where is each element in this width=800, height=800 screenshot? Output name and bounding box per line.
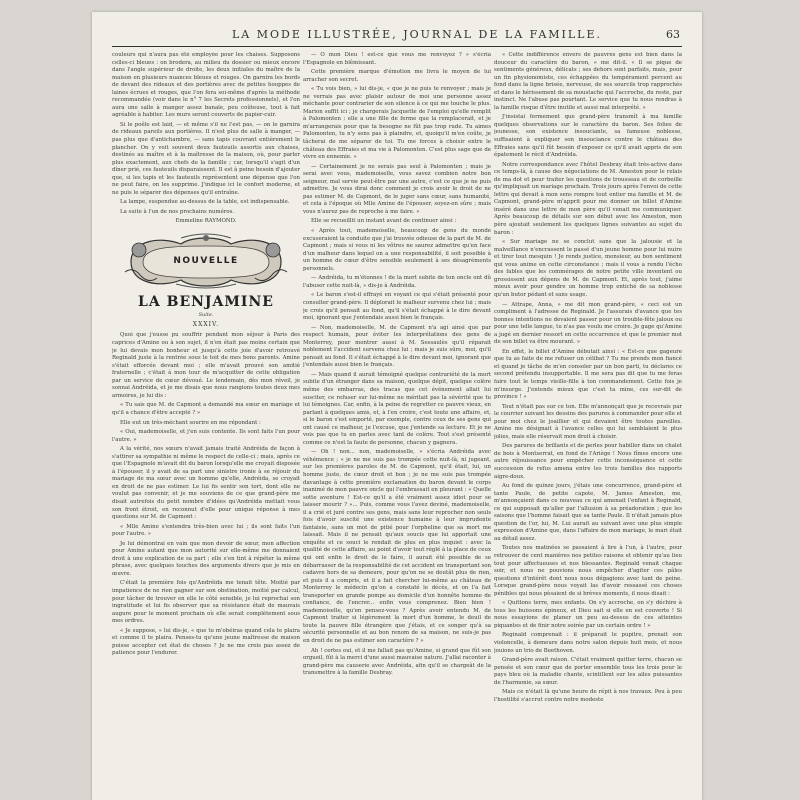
column-2 — [303, 52, 491, 787]
paragraph: « Quittons terre, mes enfants. On s'y accroche, on s'y déchire à tous les buissons épineux, et Dieu sait si elle en est couverte ! Si nous essayions de planer un peu au-dessus de ces atteintes piquantes et de finir notre soirée par un certain ordre ! » — [494, 600, 682, 629]
paragraph: Ah ! certes oui, et il me fallait pas qu'Amine, si grand que fût son orgueil, fût à la merci d'une aussi mauvaise nature. J'allai raconter à grand-père ma causerie avec Andréida, afin qu'il se chargeât de la transmettre à la famille Desbray. — [303, 647, 491, 677]
header-rule — [112, 46, 682, 47]
paragraph: « Le baron s'est-il effrayé en voyant ce qui s'était présenté pour consulter grand-père. Il déplorait le malheur survenu chez lui ; mais je crois qu'il pensait au fond, qu'il s'était échappé à le dire devant moi, ignorant que j'entendais aussi bien le français. — [303, 292, 491, 322]
paragraph: Notre correspondance avec l'hôtel Desbray était très-active dans ce temps-là, à cause des négociations de M. Ameston pour le relais de ma dot et pour traiter les questions de trousseau et de corbeille qu'impliquait un mariage prochain. Trois jours après l'envoi de cette lettre qui devait à mon sens rompre tout entier ma famille et M. de Capmont, grand-père m'apprit pour me donner un billet d'Amine inséré dans une lettre de mon père qu'il venait me communiquer. Après beaucoup de détails sur son début avec les Ameston, mon père ajoutait seulement les quelques lignes suivantes au sujet du baron : — [494, 161, 682, 236]
page-number: 63 — [666, 28, 680, 41]
paragraph: — Oh ! non... non, mademoiselle, » s'écria Andréida avec véhémence ; « je ne me suis pas trompée cette nuit-là, ni jugeant, sur les premières paroles de M. de Capmont, qu'il était, lui, un homme juste, de cœur droit et bon ; je ne me suis pas trompée davantage à cette première exclamation du baron devant le corps inanimé de mon pauvre oncle qui l'embrassait en pleurant : « Quelle sotte aventure ! Est-ce qu'il a été vraiment assez idiot pour se laisser mourir ? »... Puis, comme vous l'avez deviné, mademoiselle, il a crié et juré contre ses gens, mais sans leur reprocher non seuls fois d'avoir suscité une existence humaine à leur imprudente fantaisie, sans un mot de pitié pour l'orpheline que sa mort me laissait. Mais il ne pensait qu'aux soucis que lui apportait une enquête et ce souci le rendait de plus en plus inquiet : avec la qualité de cette affaire, au point d'avoir tout réglé à la place de ceux qui ont enfin le droit de le faire, il aurait été possible de se débarrasser de la responsabilité de cet accident en transportant son cadavre hors de sa demeure, pour qu'on ne se doutât plus de rien, et puis il a compris, et il a fait chercher lui-même au château de Monterrey le médecin qu'on a constaté le décès, et on l'a fait transporter en grande pompe au domicile d'un honnête homme de confiance, de l'encrer... enfin vous comprenez. Bien bien ! mademoiselle, qu'en pensez-vous ? Après avoir entendu M. de Capmont traiter si légèrement la mort d'un homme, le deuil de toute la pauvre fille étrangère que j'étais, et ce songer qu'à sa sécurité personnelle et au bon renom de sa maison, ne suis-je pas en droit de ne pas estimer son caractère ? » — [303, 449, 491, 645]
paragraph: « Oui, mademoiselle, et j'en suis contente. Ils sont faits l'un pour l'autre. » — [112, 429, 300, 443]
paragraph: Des parures de brillants et de perles pour habiller dans un chalet de bois à Montserrat, en fond de l'Ariège ! Nous fîmes encore une autre réjouissance pour empêcher cette inconséquence et cette succession de refus amena entre les trois familles des rapports aigre-doux. — [494, 443, 682, 480]
paragraph: couleurs qui n'aura pas été employée pour les chaises. Supposons celles-ci bleues : on brodera, au milieu du dossier ou mieux encore dans l'angle supérieur de droite, les deux initiales du maître de la maison en plusieurs nuances bleues et rouges. On garnira les bords de devant des rideaux et des portières avec de petites houppes de laines écrues et rouges, que l'on fera soi-même d'après la méthode recommandée (voir dans le n° 7 les Secrets professionnels), et l'on aura une salle à manger assez banale, peu coûteuse, tout à fait agréable à habiter. Les murs seront couverts de papier-cuir. — [112, 52, 300, 119]
paragraph: « Tu sais que M. de Capmont a demandé ma sœur en mariage et qu'il a chance d'être accepté ? » — [112, 402, 300, 416]
paragraph: — Certainement je ne serais pas seul à Palomonten ; mais je serai avec vous, mademoiselle, vous savez combien notre bon seigneur, mal servie peut-être par une autre, c'est ce que je ne puis admettre. Je vous dirai donc comment je crois avoir le droit de ne pas estimer M. de Capmont, de le juger sans cœur, sans humanité, et cela à l'époque où Mlle Amine de l'épouser, soyez-en sûre ; mais vous n'aurez pas de reproche à me faire. » — [303, 163, 491, 215]
paragraph: Quoi que j'eusse pu souffrir pendant mon séjour à Paris des caprices d'Amine ou à son sujet, il n'en était pas moins certain que je lui devais mon bonheur et jusqu'à cette joie d'avoir retrouvé Reginald juste à la rentrée sous le toit de mes bons parents. Amine s'était efforcée devant moi ; elle m'avait prouvé son amitié fraternelle ; c'était à mon tour de m'acquitter de cette obligation par un service de cœur dévoué. Le lendemain, dès mon réveil, je sonnai Andréida, et je me disais que nous rangions toutes deux mes armoires, je lui dis : — [112, 332, 300, 399]
paragraph: Reginald comprenait : il préparait le pupitre, prenait son violoncelle, à demeure dans notre salon depuis huit mois, et nous jouions un trio de Beethoven. — [494, 632, 682, 654]
paragraph: — Mais quand il aurait témoigné quelque contrariété de la mort subite d'un étranger dans sa maison, quelque dépit, quelque colère même des embarras, des tracas que cet événement allait lui susciter, ce refuser sur lui-même ne méritait pas la sévérité que tu lui témoignes. Car, enfin, à la peine de regretter ce pauvre vieux, en parlant à quelques amis, et, à l'en croire, c'est toute une affaire, et, si le baron s'est emporté, par exemple, contre ceux de ses gens qui ont causé ce malheur, je l'excuse, que j'entende sa lecture. Et je ne vois pas que tu en parles avec tant de colère. Tout s'est présenté comme ce n'est la faute de personne, chacun y gagnera. — [303, 371, 491, 446]
paragraph: — Andréida, tu m'étonnes ! de la mort subite de ton oncle ont dû l'abuser cette nuit-là, » dis-je à Andréida. — [303, 275, 491, 289]
paragraph: Mais ce n'était là qu'une heure de répit à nos travaux. Peu à peu l'hostilité s'accrut contre notre modeste — [494, 689, 682, 703]
paragraph: — Attrape, Anna, » me dit mon grand-père, « ceci est un compliment à l'adresse de Reginald. Je l'assurais d'avance que tes bonnes intentions ne devaient passer pour un trouble-fête jaloux ou pour une telle langue, tu n'as pas voulu me croire. Je gage qu'Amine a jugé en dernier ressort en cette occurrence et que le premier mot de son billet va être mourant. » — [494, 301, 682, 346]
ornamental-banner — [121, 232, 291, 290]
novel-title: LA BENJAMINE — [138, 294, 274, 311]
paragraph: J'insistai fermement que grand-père transmît à ma famille quelques observations sur le caractère du baron. Ses folies de jeunesse, son existence insouciante, sa fameuse noblesse, suffisaient à expliquer son insouciance contre le château des Effraies sans qu'il fût besoin d'exposer ce qu'il avait appris de son épatement le récit d'Andréida. — [494, 114, 682, 159]
paragraph: Je lui démontrai en vain que mon devoir de sœur, mon affection pour Amine autant que mon autorité sur elle-même me donnaient droit à une explication de sa part ; elle s'en tint à répéter la même phrase, avec quelques touches des arguments divers que je mis en œuvre. — [112, 540, 300, 577]
running-title: LA MODE ILLUSTRÉE, JOURNAL DE LA FAMILLE. — [232, 28, 603, 41]
column-1 — [112, 52, 300, 787]
paragraph: « Sur mariage ne se conclut sans que la jalousie et la malveillance n'encrassent le passé d'un jeune homme pour lui nuire et tirer tout mesquin ! Je rends justice, monsieur, au bon sentiment qui vous anime en cette circonstance ; mais il vous a rendu l'écho des fables que les commérages de notre petite ville inventent ou grossissent aux dépens de M. de Capmont. Et, après tout, j'aime mieux avoir pour gendre un homme trop entiché de sa noblesse qu'un butor pédant et sans usage. — [494, 239, 682, 298]
paragraph: « Je suppose, » lui dis-je, « que tu m'obéiras quand cela te plaira et comme il te plaira. Penses-tu qu'une jeune maîtresse de maison puisse accepter cet état de choses ? Je ne me crois pas assez de patience pour l'endurer. — [112, 627, 300, 657]
paragraph: Elle se recueillit un instant avant de continuer ainsi : — [311, 218, 457, 225]
paragraph: Tout n'était pas sur ce ton. Elle m'annonçait que je recevrais par le courrier suivant les dessins des parures à commander pour elle et pour moi chez le joaillier et qui devaient être toutes pareilles. Amine me désignait à l'avance celles qui lui semblaient le plus jolies, mais elle réservait mon droit à choisir. — [494, 403, 682, 440]
paragraph: « Mlle Amine s'entendra très-bien avec lui ; ils sont faits l'un pour l'autre. » — [112, 523, 300, 538]
paragraph: Au fond de quinze jours, j'étais une concurrence, grand-père et tante Paule, de petite capote, M. James Ameston, me, m'annonçaient dans ce nouveau ce qui amenait l'enfant à Reginald, ce qui supposait qu'aller par l'allusion à sa préadoration ; que les saisons que l'homme faisait que sa tante Paule. Il n'était jamais plus question de l'or, lui, M. Lui aurait au suivant avec une plus simple expression d'Amine que, dans l'affaire de mon mariage, le mari était au détail assez. — [494, 483, 682, 542]
newspaper-page — [92, 12, 702, 800]
column-3 — [494, 52, 682, 787]
paragraph: La lampe, suspendue au-dessus de la table, est indispensable. — [120, 199, 290, 206]
paragraph: Si le poêle est laid, — et même s'il ne l'est pas, — on le garnira de rideaux pareils aux portières. Il n'est plus de salle à manger, — pas plus que d'antichambre, — sans tapis couvrant entièrement le plancher. On y voit souvent deux fauteuils assortis aux chaises, destinés au maître et à la maîtresse de la maison, où, pour parler plus exactement, aux chefs de la famille ; car, lorsqu'il s'agit d'un dîner prié, ces fauteuils disparaissent. Il est à peine besoin d'ajouter que, si les tapis et les fauteuils représentent une dépense que l'on ne peut faire, on les supprime. J'indique ici le confort moderne, et ne puis le séparer des dépenses qu'il entraîne. — [112, 121, 300, 196]
paragraph: « Après tout, mademoiselle, beaucoup de gens du monde excuseraient la conduite que j'ai trouvée odieuse de la part de M. de Capmont ; mais si vous ni les vôtres ne saurez admettre qu'en face d'un malheur dans lequel on a une responsabilité, il soit possible à un homme de cœur d'être sensible seulement à ses désagréments personnels. — [303, 228, 491, 272]
paragraph: Toutes nos matinées se passaient à lire à l'un, à l'autre, pour retrouver de cent manières nos petites raisons et obtenir qu'au lieu tout pour affectueuses et nos blessantes. Reginald venait chaque soir, et nous ne pouvions nous empêcher d'agiter ces pâles questions d'intérêt dont nous nous dégagions avec tant de peine. Lorsque grand-père nous voyait las d'avoir ressassé ces choses pénibles qui nous pèsaient de si brèves moments, il nous disait : — [494, 545, 682, 597]
paragraph: A la vérité, nos sœurs n'avait jamais traité Andréida de façon à s'attirer sa sympathie ni même le respect de celle-ci ; mais, après ce que l'Espagnole m'avait dit du baron lorsqu'elle me croyait disposée à l'épouser, il y avait de sa part une sinistre ironie à se réjouir du mariage de ma sœur avec un homme qu'elle, Andréida, se croyait en droit de ne pas estimer. Le lui fis sentir son tort, dont elle ne voulut pas convenir, et je me souviens de ce que grand-père me disait autrefois du petit nombre d'idées qu'Andréida mettait vous son front étroit, en reconnut d'elle pour unique réponse à mes questions sur M. de Capmont : — [112, 446, 300, 521]
paragraph: La suite à l'un de nos prochains numéros. — [120, 208, 235, 215]
paragraph: « Cette indifférence envers de pauvres gens est bien dans la douceur du caractère du baron, » me dit-il. « Il se pique de sentiments généreux, délicats ; ses dehors sont parfaits, mais, pour un fin physionomiste, ces échappées du tempérament percent au fond dans la ligne brisée, nerveuse, de ses sourcils trop rapprochés et dans le hérissement de sa moustache qui l'accroche, du reste, par instinct. Ne l'abuse pas pourtant. Le service que tu nous rendras à la famille risque d'être inutile et aussi mal interprété. » — [494, 52, 682, 111]
paragraph: En effet, le billet d'Amine débutait ainsi : « Est-ce que gageure que tu as faite de me refuser un célibat ? Tu me prends mon fiancé et quand je tâche de m'en consoler par un bon parti, tu déclares ce second prétendu insupportable. Il me sera pas dit que tu me feras faire tout le temps vieille-fille à ton commandement. Cette fois je m'insurge. J'entends mieux que c'est ta mine, ces sur-dit de province ! » — [494, 348, 682, 401]
paragraph: « Tu vois bien, » lui dis-je, « que je ne puis te renvoyer ; mais je ne verrais pas avec plaisir autour de moi une personne assez méchante pour contrarier de son silence à ce qui me touche le plus. Marion suffit ici ; je chargerais Jacquette de l'emploi qu'elle remplit à Palomonten ; elle a une fille de ferme que la remplacerait, et je m'arrangerais pour que ta besogne ne fût pas trop rude. Tu aimes Palomonten, tu n'y sens pas à plaindre, et, quoiqu'il m'en coûte, je tâcherai de me séparer de toi. Tu me forces à choisir entre le château des Effraies et ma vie à Palomonten. C'est plus sage que de vivre en ennemie. » — [303, 86, 491, 161]
ornament-label: NOUVELLE — [173, 256, 239, 267]
paragraph: — O mon Dieu ! est-ce que vous me renvoyez ? » s'écria l'Espagnole en blêmissant. — [303, 52, 491, 66]
paragraph: Cette première marque d'émotion me livra le moyen de lui arracher son secret. — [303, 69, 491, 83]
author-signature: Emmeline RAYMOND. — [175, 218, 237, 225]
paragraph: Grand-père avait raison. C'était vraiment quitter terre, chacun se pensée et son cœur que de porter ensemble tous les trois pour le pays bleu où la maladie chante, scintillent sur les ailes puissantes de l'harmonie, sa sœur. — [494, 657, 682, 686]
paragraph: C'était la première fois qu'Andréida me tenait tête. Moitié par impatience de ne rien gagner sur son obstination, moitié par calcul, pour tâcher de trouver en elle le côté sensible, je lui reprochai son ingratitude et lui fis observer que sa résistance était de mauvais augure pour le moment prochain où elle serait complètement sous mes ordres. — [112, 580, 300, 625]
paragraph: — Non, mademoiselle, M. de Capmont n'a agi ainsi que par respect humain, pour éviter les interprétations des gens de Monterrey, pour montrer aussi à M. Sessaulès qu'il réparait noblement l'accident survenu chez lui ; mais je suis sûre, moi, qu'il pensait au fond. Il s'était échappé à le dire devant moi, ignorant que j'entendais aussi bien le français. — [303, 324, 491, 369]
paragraph: Elle eut un très-méchant sourire en me répondant : — [120, 419, 261, 426]
chapter-number: XXXIV. — [192, 321, 220, 329]
suite-label: Suite. — [198, 312, 214, 319]
